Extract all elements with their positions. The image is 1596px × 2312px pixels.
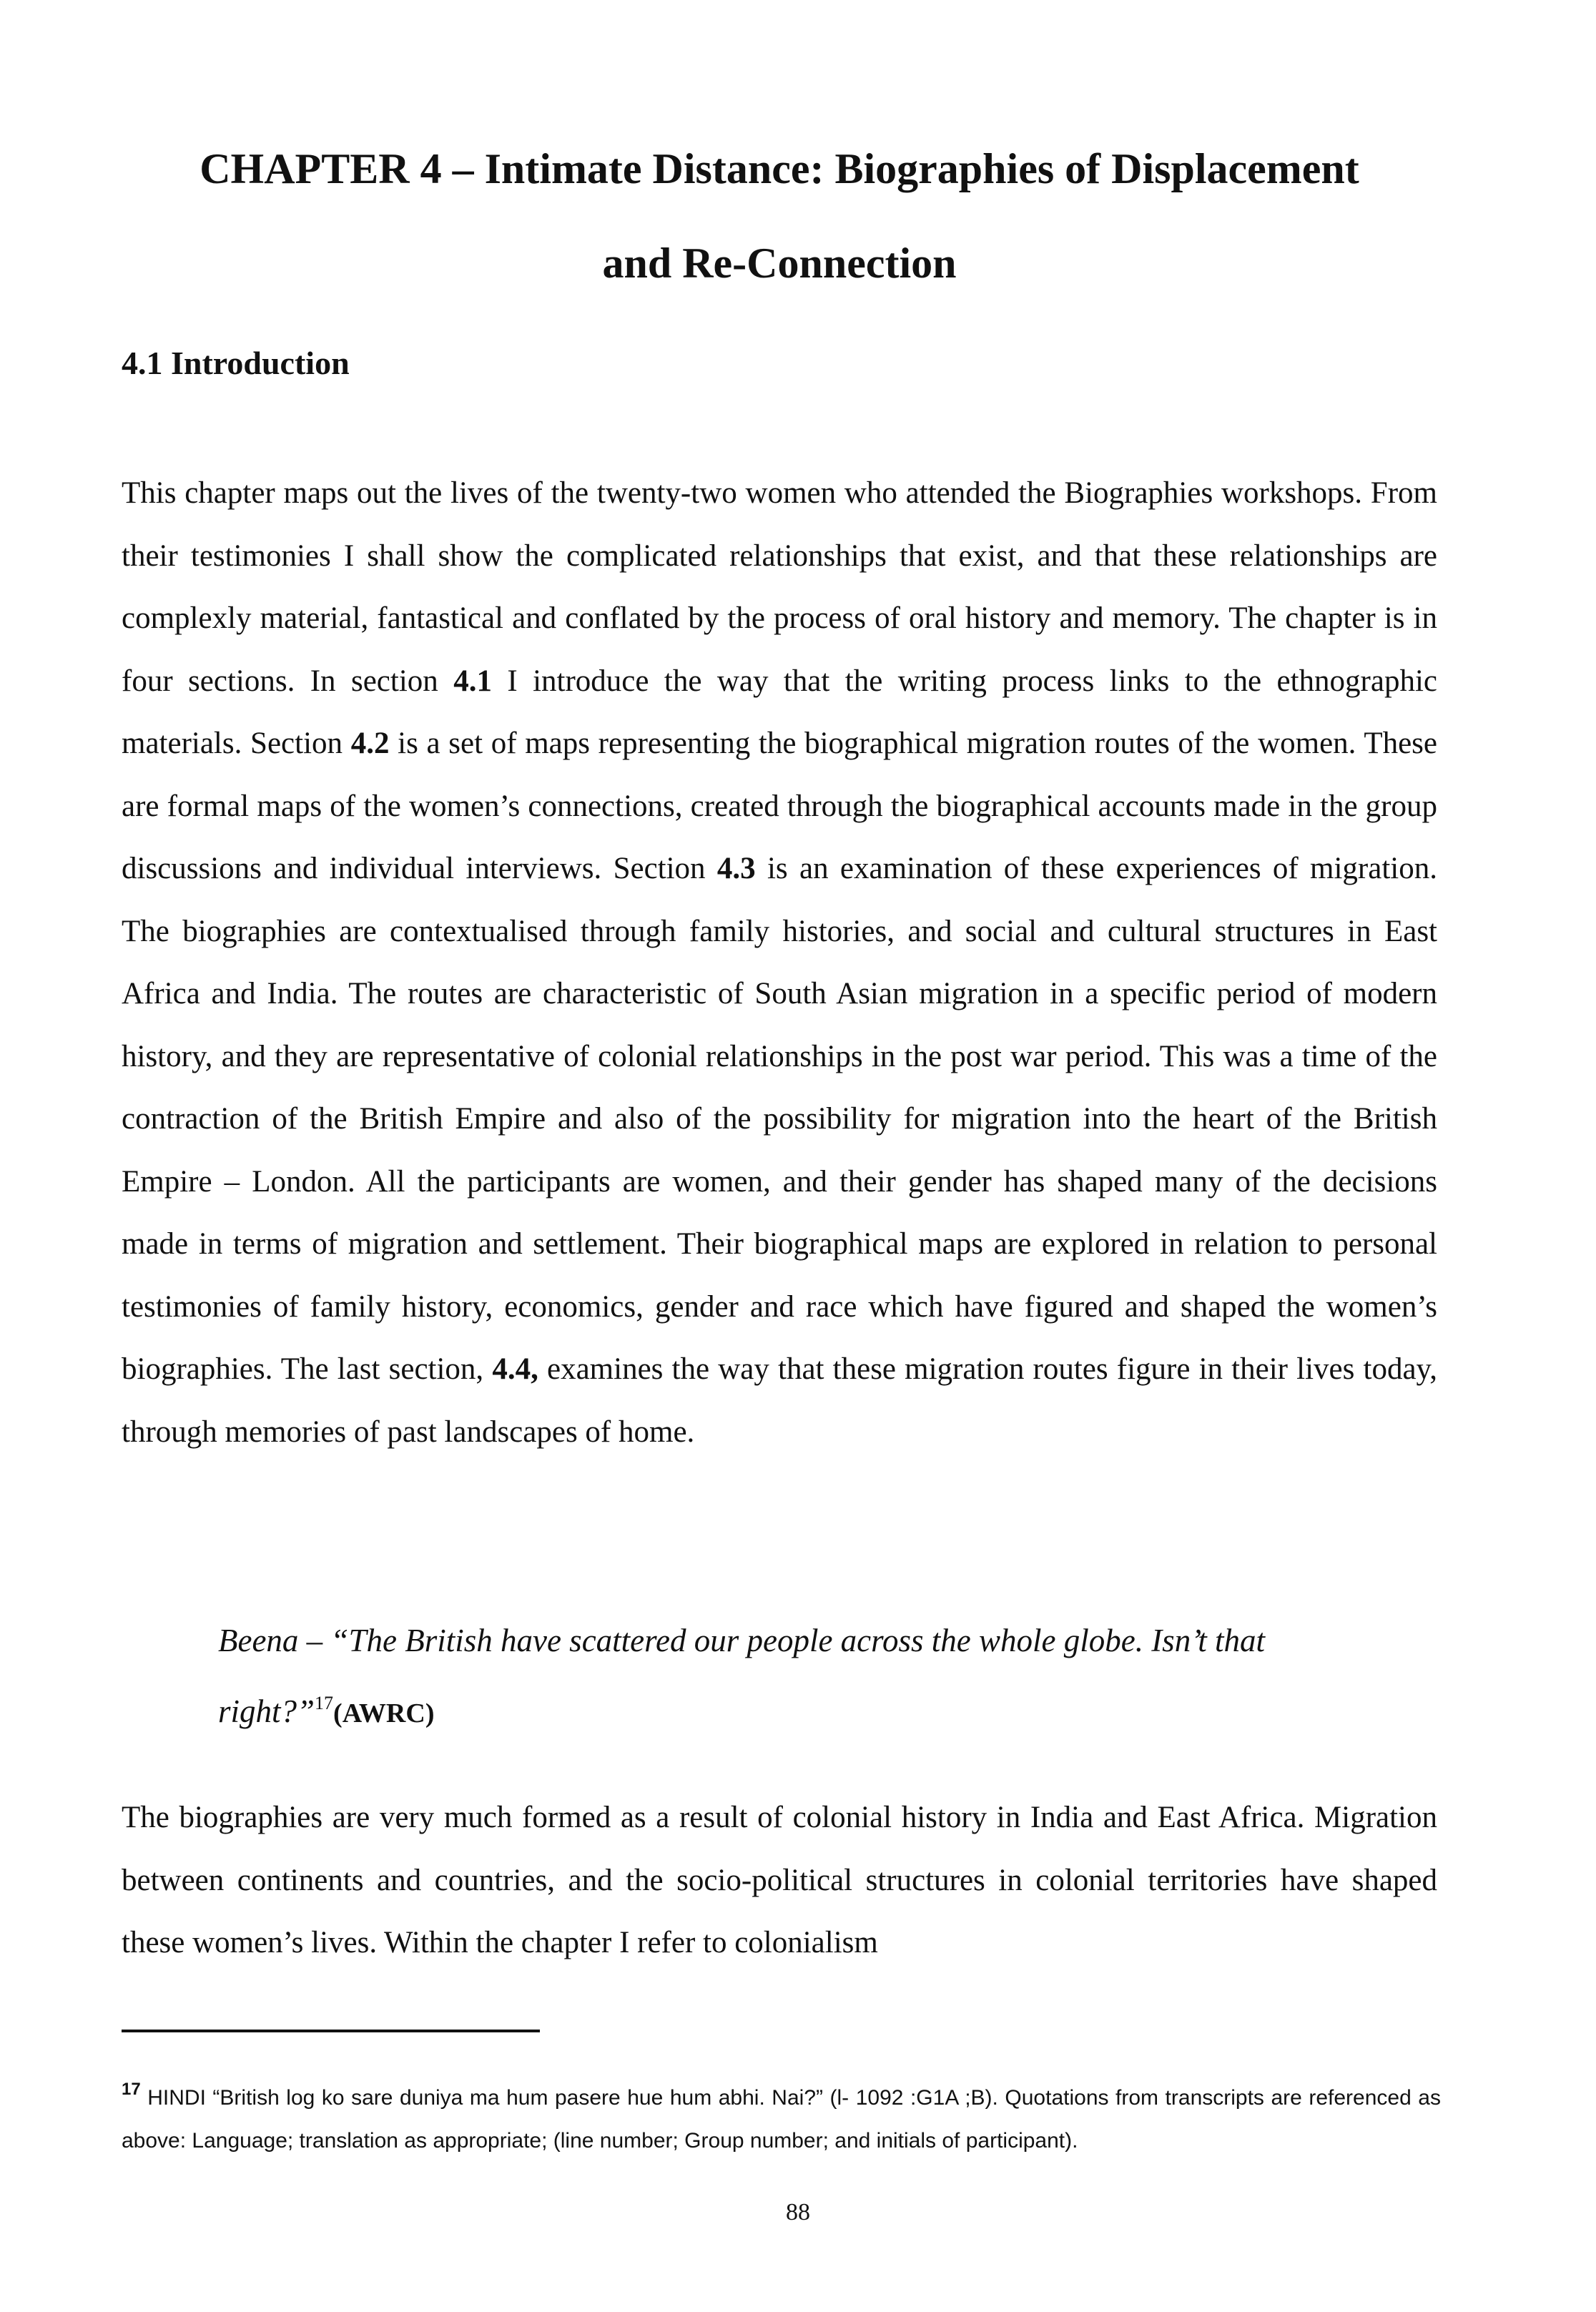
section-ref-4-3: 4.3 [716,852,756,885]
footnote-divider [122,2030,540,2032]
chapter-title-line-2: and Re-Connection [602,240,957,287]
footnote-reference[interactable]: 17 [315,1693,334,1713]
intro-text-part-2: I introduce the way that the writing process links to the ethnographic materials. Section [122,664,1437,760]
block-quote [218,1609,1434,1745]
intro-text-part-4: is an examination of these experiences of migration. The biographies are contextualised through family histories, and social and cultural structures in East Africa and India. The routes are characteristic of South Asian migration in a specific period of modern history, and they are representative of colonial relationships in the post war period. This was a time of the contraction of the British Empire and also of the possibility for migration into the heart of the British Empire – London. All the participants are women, and their gender has shaped many of the decisions made in terms of migration and settlement. Their biographical maps are explored in relation to personal testimonies of family history, economics, gender and race which have figured and shaped the women’s biographies. The last section, [122,852,1437,1386]
intro-paragraph [122,462,1437,1463]
chapter-title [114,122,1444,310]
body-paragraph: The biographies are very much formed as a result of colonial history in India and East Africa. Migration between continents and countries, and the socio-political structures in colonial territories have shaped these women’s lives. Within the chapter I refer to colonialism [122,1801,1437,1959]
section-ref-4-4: 4.4, [492,1352,538,1386]
section-ref-4-1: 4.1 [453,664,492,698]
chapter-title-line-1: CHAPTER 4 – Intimate Distance: Biographies of Displacement [200,145,1359,192]
intro-text-part-1: This chapter maps out the lives of the twenty-two women who attended the Biographies workshops. From their testimonies I shall show the complicated relationships that exist, and that these relationships are complexly material, fantastical and conflated by the process of oral history and memory. The chapter is in four sections. In section [122,476,1437,698]
section-ref-4-2: 4.2 [350,727,390,760]
footnote-number: 17 [122,2080,141,2099]
intro-text-part-3: is a set of maps representing the biographical migration routes of the women. These are formal maps of the women’s connections, created through the biographical accounts made in the group discussions and individual interviews. Section [122,727,1437,885]
intro-text-part-5: examines the way that these migration routes figure in their lives today, through memories of past landscapes of home. [122,1352,1437,1449]
quote-text: Beena – “The British have scattered our people across the whole globe. Isn’t that right?” [218,1623,1265,1729]
footnote [122,2068,1441,2163]
footnote-text: HINDI “British log ko sare duniya ma hum pasere hue hum abhi. Nai?” (l- 1092 :G1A ;B). Quotations from transcripts are referenced as above: Language; translation as appropriate; (line number; Group number; and initials of participant). [122,2086,1441,2153]
quote-source: (AWRC) [333,1698,435,1728]
section-heading: 4.1 Introduction [122,345,350,381]
page-number: 88 [786,2199,810,2225]
